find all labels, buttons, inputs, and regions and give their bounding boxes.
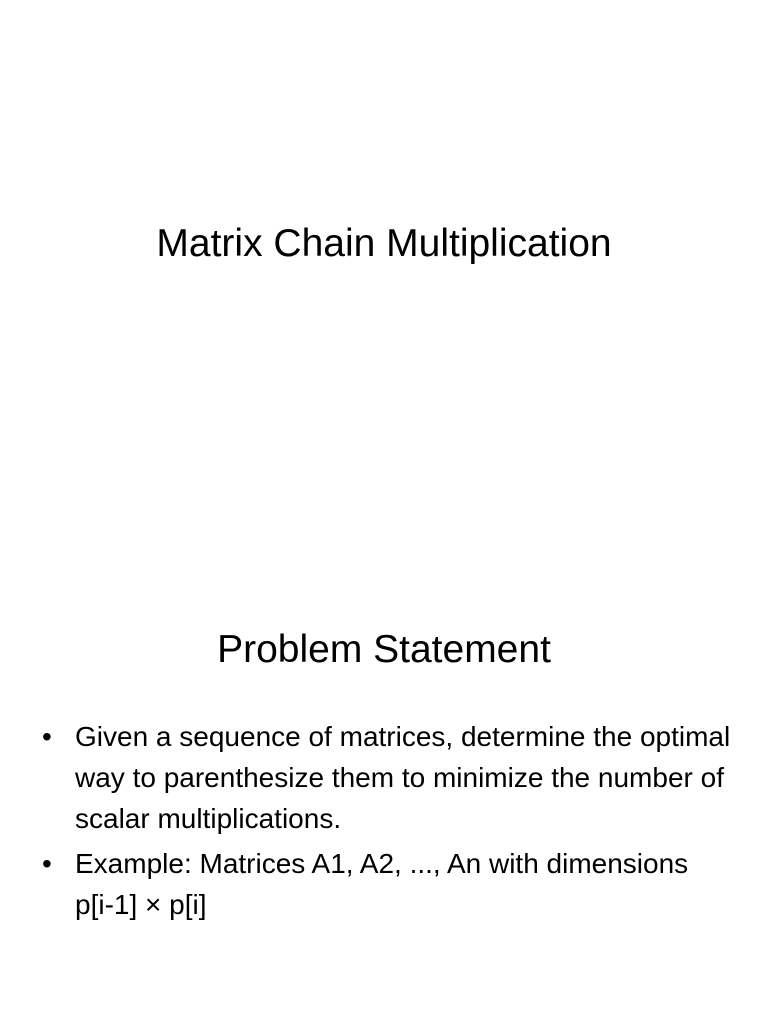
bullet-list [42, 716, 732, 929]
section-title: Problem Statement [217, 628, 551, 671]
bullet-item [42, 843, 732, 925]
deck-title: Matrix Chain Multiplication [156, 222, 612, 265]
bullet-text: Example: Matrices A1, A2, ..., An with dimensions p[i-1] × p[i] [75, 848, 689, 920]
bullet-icon: • [42, 848, 52, 879]
bullet-icon: • [42, 721, 52, 752]
slide-problem-statement [0, 512, 768, 1024]
bullet-text: Given a sequence of matrices, determine the optimal way to parenthesize them to minimize the number of scalar multiplications. [75, 721, 731, 834]
bullet-item [42, 716, 732, 839]
